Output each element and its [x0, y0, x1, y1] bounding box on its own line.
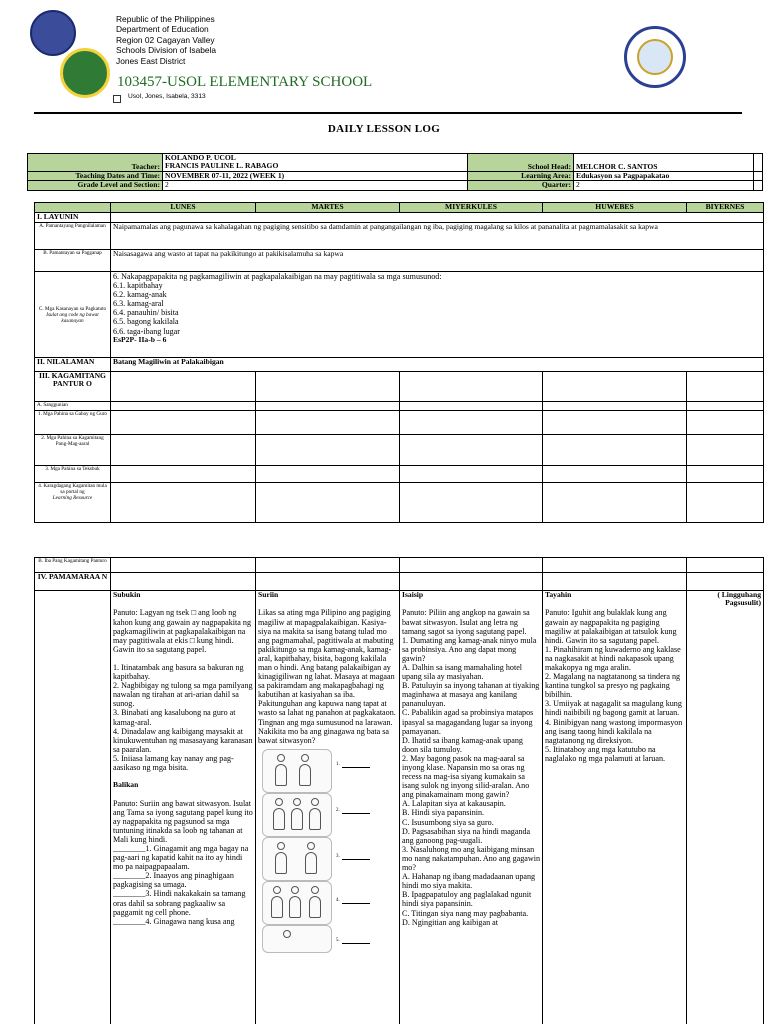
empty-cell: [687, 372, 764, 402]
answer-line: [342, 859, 370, 860]
day-header: MARTES: [256, 203, 400, 213]
pamantayan-sa-pagganap-value: Naisasagawa ang wasto at tapat na pakikitungo at pakikisalamuha sa kapwa: [111, 250, 764, 272]
teaching-dates-value: NOVEMBER 07-11, 2022 (WEEK 1): [163, 172, 468, 181]
agency-line: Jones East District: [116, 55, 186, 66]
kagamitang-panturo-label: III. KAGAMITANG PANTUR O: [35, 372, 111, 402]
empty-cell: [400, 411, 543, 435]
nilalaman-label: II. NILALAMAN: [35, 358, 111, 372]
empty-cell: [543, 435, 687, 466]
pamantayan-sa-pagganap-label: B. Pamantayan sa Pagganap: [35, 250, 111, 272]
empty-cell: [400, 483, 543, 523]
greeting-picture-icon: [262, 793, 332, 837]
blank-cell: [754, 172, 763, 181]
teacher-name: KOLANDO P. UCOL: [165, 153, 236, 162]
isaisip-text: Panuto: Piliin ang angkop na gawain sa bawat sitwasyon. Isulat ang letra ng tamang sagot sa iyong sagutang papel. 1. Dumating ang kamag-anak ninyo mula sa probinsiya. Ano ang dapat mong gawin? A. Dalhin sa isang mamahaling hotel upang sila ay masiyahan. B. Patuluyin sa inyong tahanan at tiyaking maginhawa at masaya ang kanilang pananuluyan. C. Pabalikin agad sa probinsiya matapos ipasyal sa magagandang lugar sa inyong pamayanan. D. Ihatid sa ibang kamag-anak upang doon sila tumuloy. 2. May bagong pasok na mag-aaral sa inyong klase. Napansin mo sa oras ng recess na mag-isa siyang kumakain sa isang sulok ng inyong silid-aralan. Ano ang pinakamainam mong gawin? A. Lalapitan siya at kakausapin. B. Hindi siya papansinin. C. Isusumbong siya sa guro. D. Pagsasabihan siya na hindi maganda ang ganoong pag-uugali. 3. Nasaluhong mo ang kaibigang minsan mo nang nakatampuhan. Ano ang gagawin mo? A. Hahanap ng ibang madadaanan upang hindi mo siya makita. B. Ipagpapatuloy ang paglalakad ngunit hindi siya papansinin. C. Titingan siya nang may pagbabanta. D. Ngingitian ang kaibigan at: [402, 608, 541, 927]
layunin-label: I. LAYUNIN: [35, 213, 111, 223]
empty-cell: [400, 435, 543, 466]
empty-cell: [687, 402, 764, 411]
empty-cell: [256, 573, 400, 591]
gabay-ng-guro-label: 1. Mga Pahina sa Gabay ng Guro: [35, 411, 111, 435]
biyernes-procedure: [687, 591, 764, 1024]
pamamaraan-label: IV. PAMAMARAA N: [35, 573, 111, 591]
neighbor-picture-icon: [262, 925, 332, 953]
answer-line: [342, 903, 370, 904]
empty-cell: [687, 558, 764, 573]
teacher-label: Teacher:: [28, 154, 163, 172]
picture-number: 1.: [336, 761, 340, 767]
pamantayang-pangnilalaman-value: Naipamamalas ang pagunawa sa kahalagahan ng pagiging sensitibo sa damdamin at pangangailangan ng iba, pagiging magalang sa kilos at pananalita at pagmamalasakit sa kapwa: [111, 223, 764, 250]
learning-area-label: Learning Area:: [468, 172, 574, 181]
empty-cell: [687, 466, 764, 483]
letterhead: [0, 0, 768, 112]
empty-cell: [400, 466, 543, 483]
teacher-name: FRANCIS PAULINE L. RABAGO: [165, 161, 279, 171]
empty-cell: [256, 466, 400, 483]
empty-cell: [687, 573, 764, 591]
subukin-text: Panuto: Lagyan ng tsek □ ang loob ng kahon kung ang gawain ay nagpapakita ng pagkamagiliwin at pagkapalakaibigan na may pagtitiwala at ekis □ kung hindi. Gawin ito sa sagutang papel. 1. Itinatambak ang basura sa bakuran ng kapitbahay. 2. Nagbibigay ng tulong sa mga pamilyang nawalan ng tirahan at ari-arian dahil sa sunog. 3. Binabati ang kasalubong na guro at kamag-aral. 4. Dinadalaw ang kaibigang maysakit at kinukuwentuhan ng masasayang karanasan sa paaralan. 5. Iniiasa lamang kay nanay ang pag-aasikaso ng mga bisita.: [113, 608, 253, 772]
empty-cell: [543, 558, 687, 573]
empty-cell: [687, 435, 764, 466]
school-address: Usol, Jones, Isabela, 3313: [128, 93, 206, 100]
martes-procedure: [256, 591, 400, 1024]
situation-pictures: [258, 745, 397, 955]
empty-cell: [111, 435, 256, 466]
answer-line: [342, 767, 370, 768]
header-divider: [34, 112, 742, 114]
agency-line: Schools Division of Isabela: [116, 45, 217, 56]
empty-cell: [111, 573, 256, 591]
day-header: BIYERNES: [687, 203, 764, 213]
picture-number: 4.: [336, 897, 340, 903]
empty-cell: [111, 213, 764, 223]
competency-code: EsP2P- IIa-b – 6: [113, 334, 167, 344]
teaching-dates-label: Teaching Dates and Time:: [28, 172, 163, 181]
nilalaman-value: Batang Magiliwin at Palakaibigan: [111, 358, 764, 372]
picture-number: 3.: [336, 853, 340, 859]
empty-cell: [111, 466, 256, 483]
teacher-names: [163, 154, 468, 172]
corner-cell: [35, 203, 111, 213]
kasanayan-label-text: C. Mga Kasanayan sa Pagkatuto: [38, 305, 107, 312]
kasanayan-text: 6. Nakapagpapakita ng pagkamagiliwin at pagkapalakaibigan na may pagtitiwala sa mga sumusunod: 6.1. kapitbahay 6.2. kamag-anak 6.3. kamag-aral 6.4. panauhin/ bisita 6.5. bagong kakilala 6.6. taga-ibang lugar: [113, 272, 442, 336]
sanggunian-label: A. Sanggunian: [35, 402, 111, 411]
kagamitang-pang-mag-aaral-label: 2. Mga Pahina sa Kagamitang Pang-Mag-aaral: [35, 435, 111, 466]
karagdagang-kagamitan-text: 4. Karagdagang Kagamitan mula sa portal ng: [38, 483, 107, 495]
procedure-table: [34, 557, 764, 1024]
division-seal-icon: [624, 26, 686, 88]
karagdagang-kagamitan-label: [35, 483, 111, 523]
classmates-picture-icon: [262, 881, 332, 925]
empty-cell: [543, 573, 687, 591]
empty-cell: [256, 483, 400, 523]
grade-level-label: Grade Level and Section:: [28, 181, 163, 190]
empty-cell: [543, 466, 687, 483]
visitor-picture-icon: [262, 837, 332, 881]
tayahin-text: Panuto: Iguhit ang bulaklak kung ang gawain ay nagpapakita ng pagiging magiliw at palakaibigan at tatsulok kung hindi. Gawin ito sa sagutang papel. 1. Pinahihiram ng kuwaderno ang kaklase na nagkasakit at hindi nakapasok upang makakopya ng mga aralin. 2. Magalang na nagtatanong sa tindera ng kantina tungkol sa presyo ng pagkaing bibilhin. 3. Umiiyak at nagagalit sa magulang kung hindi naibibili ng bagong gamit at laruan. 4. Binibigyan nang wastong impormasyon ang isang taong hindi kakilala na nagtatanong ng direksiyon. 5. Itinataboy ang mga katutubo na naglalako ng mga palamuti at laruan.: [545, 608, 683, 763]
school-seal-icon: [60, 48, 110, 98]
empty-cell: [256, 372, 400, 402]
empty-cell: [400, 558, 543, 573]
balikan-text: Panuto: Suriin ang bawat sitwasyon. Isulat ang Tama sa iyong sagutang papel kung ito ay nagpapakita ng pagsunod sa mga tuntuning itinakda sa loob ng tahanan at Mali kung hindi. ________1. Ginagamit ang mga bagay na pag-aari ng kapatid kahit na ito ay hindi mo pa naipagpapaalam. ________2. Inaayos ang pinaghigaan pagkagising sa umaga. ________3. Hindi nakakakain sa tamang oras dahil sa sobrang pagkaaliw sa paggamit ng cell phone. ________4. Ginagawa nang kusa ang: [113, 798, 253, 926]
kasanayan-label-note: Isulat ang code ng bawat kasanayan: [46, 311, 99, 324]
lesson-info-table: [27, 153, 763, 191]
grade-level-value: 2: [163, 181, 468, 190]
quarter-label: Quarter:: [468, 181, 574, 190]
learning-area-value: Edukasyon sa Pagpapakatao: [574, 172, 754, 181]
day-header: MIYERKULES: [400, 203, 543, 213]
agency-line: Republic of the Philippines: [116, 14, 215, 24]
lunes-procedure: [111, 591, 256, 1024]
teksbuk-label: 3. Mga Pahina sa Teksbuk: [35, 466, 111, 483]
empty-cell: [543, 402, 687, 411]
answer-line: [342, 813, 370, 814]
subukin-title: Subukin: [113, 590, 141, 599]
answer-line: [342, 943, 370, 944]
empty-cell: [111, 558, 256, 573]
agency-lines: [116, 14, 216, 66]
location-icon: [113, 95, 121, 103]
lesson-plan-table: [34, 202, 764, 523]
day-header: LUNES: [111, 203, 256, 213]
empty-cell: [400, 402, 543, 411]
kasanayan-value: [111, 272, 764, 358]
deped-seal-icon: [30, 10, 76, 56]
school-name: 103457-USOL ELEMENTARY SCHOOL: [117, 74, 373, 90]
suriin-title: Suriin: [258, 590, 279, 599]
balikan-title: Balikan: [113, 780, 139, 790]
learning-resource-text: Learning Resource: [52, 495, 93, 501]
empty-cell: [543, 483, 687, 523]
empty-cell: [256, 435, 400, 466]
miyerkules-procedure: [400, 591, 543, 1024]
school-head-value: MELCHOR C. SANTOS: [574, 154, 754, 172]
isaisip-title: Isaisip: [402, 590, 424, 599]
agency-line: Region 02 Cagayan Valley: [116, 34, 215, 45]
empty-cell: [111, 483, 256, 523]
tayahin-title: Tayahin: [545, 590, 572, 599]
quarter-value: 2: [574, 181, 754, 190]
huwebes-procedure: [543, 591, 687, 1024]
empty-cell: [400, 372, 543, 402]
empty-cell: [111, 411, 256, 435]
day-header: HUWEBES: [543, 203, 687, 213]
blank-cell: [754, 154, 763, 172]
empty-cell: [400, 573, 543, 591]
blank-cell: [754, 181, 763, 190]
picture-number: 5.: [336, 937, 340, 943]
agency-line: Department of Education: [116, 24, 209, 35]
empty-cell: [256, 558, 400, 573]
empty-cell: [35, 591, 111, 1024]
empty-cell: [687, 483, 764, 523]
lingguhang-pagsusulit-title: ( Lingguhang Pagsusulit): [717, 590, 761, 608]
empty-cell: [111, 372, 256, 402]
school-head-label: School Head:: [468, 154, 574, 172]
empty-cell: [256, 411, 400, 435]
pamantayang-pangnilalaman-label: A. Pamantayang Pangnilalaman: [35, 223, 111, 250]
family-picture-icon: [262, 749, 332, 793]
empty-cell: [111, 402, 256, 411]
kasanayan-label: [35, 272, 111, 358]
empty-cell: [543, 372, 687, 402]
page-title: DAILY LESSON LOG: [327, 123, 441, 135]
iba-pang-kagamitan-label: B. Iba Pang Kagamitang Panturo: [35, 558, 111, 573]
empty-cell: [543, 411, 687, 435]
suriin-text: Likas sa ating mga Pilipino ang pagiging magiliw at mapagpalakaibigan. Kasiya-siya na makita sa isang batang tulad mo ang pagmamahal, pagtitiwala at mabuting pakikitungo sa mga kamag-anak, kamag-aral, kapitbahay, bisita, bagong kakilala man o hindi. Ang batang palakaibigan ay kinagigiliwan ng lahat. Masaya at magaan sa pakiramdam ang makapagbahagi ng kabutihan at kasiyahan sa iba. Pakitunguhan ang kapuwa nang tapat at wasto sa lahat ng panahon at pagkakataon. Tingnan ang mga sumusunod na larawan. Nakikita mo ba ang ginagawa ng bata sa bawat sitwasyon?: [258, 608, 396, 745]
empty-cell: [687, 411, 764, 435]
empty-cell: [256, 402, 400, 411]
picture-number: 2.: [336, 807, 340, 813]
